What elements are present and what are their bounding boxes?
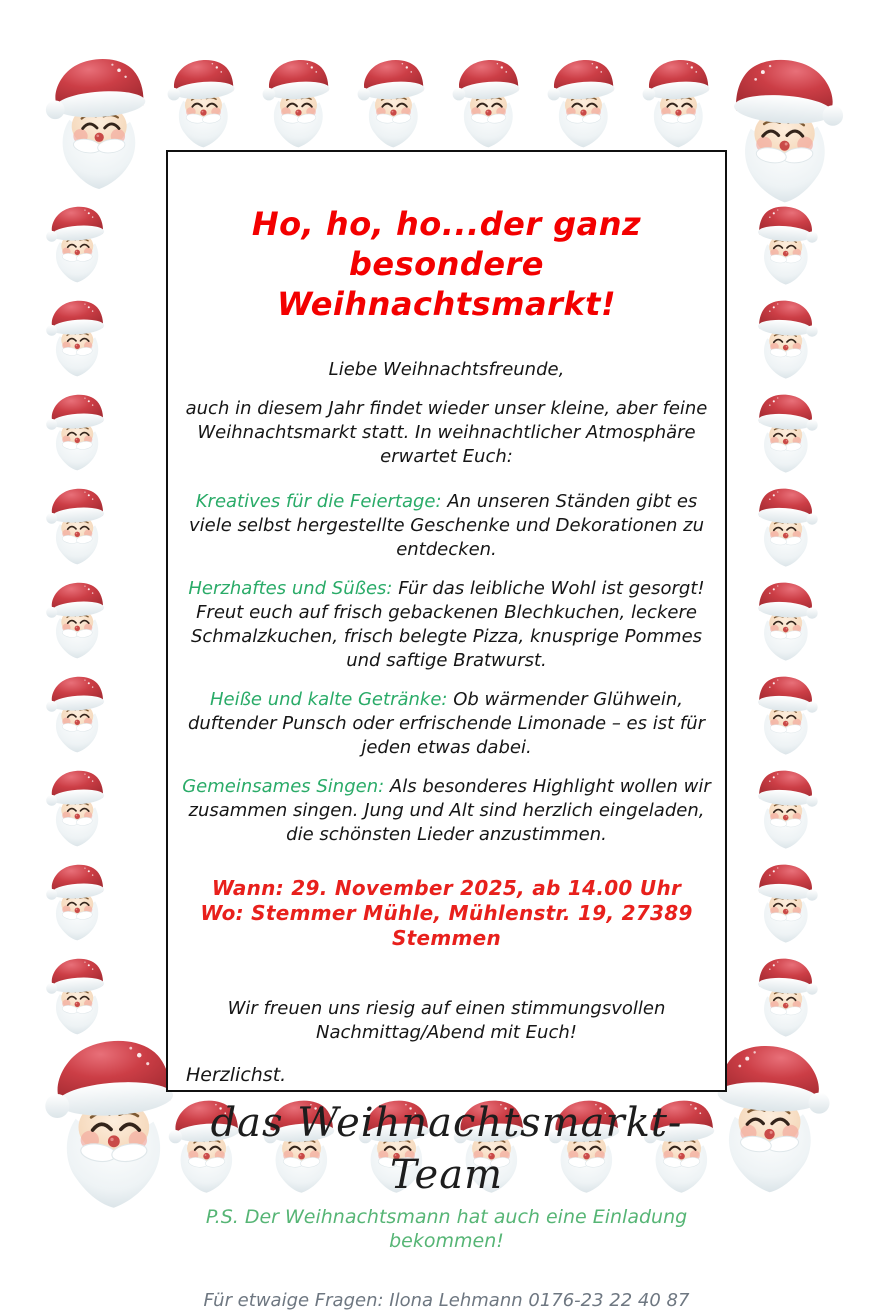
- section-singen-label: Gemeinsames Singen:: [182, 776, 385, 797]
- santa-face-icon: [42, 50, 152, 196]
- santa-face-icon: [754, 860, 820, 946]
- santa-face-icon: [754, 954, 820, 1040]
- santa-face-icon: [44, 390, 108, 474]
- section-singen: [182, 775, 711, 847]
- santa-face-icon: [44, 484, 108, 568]
- santa-face-icon: [44, 954, 108, 1038]
- section-singen-text: Als besonderes Highlight wollen wir zusammen singen. Jung und Alt sind herzlich eingeladen, die schönsten Lieder anzustimmen.: [188, 776, 711, 845]
- santa-face-icon: [754, 578, 820, 664]
- section-herzhaftes-label: Herzhaftes und Süßes:: [188, 578, 393, 599]
- postscript-text: P.S. Der Weihnachtsmann hat auch eine Einladung bekommen!: [205, 1206, 688, 1252]
- santa-face-icon: [44, 296, 108, 380]
- page-title-line1: Ho, ho, ho...der ganz besondere: [251, 205, 642, 283]
- santa-face-icon: [44, 860, 108, 944]
- invitation-letter: [166, 150, 727, 1311]
- intro-text: auch in diesem Jahr findet wieder unser kleine, aber feine Weihnachtsmarkt statt. In weihnachtlicher Atmosphäre erwartet Euch:: [185, 398, 708, 467]
- santa-face-icon: [754, 202, 820, 288]
- event-date: Wann: 29. November 2025, ab 14.00 Uhr: [211, 876, 682, 900]
- section-kreatives: [182, 490, 711, 562]
- section-getraenke-label: Heiße und kalte Getränke:: [209, 689, 448, 710]
- santa-face-icon: [44, 672, 108, 756]
- page-title-line2: Weihnachtsmarkt!: [276, 285, 617, 323]
- section-getraenke-text: Ob wärmender Glühwein, duftender Punsch oder erfrischende Limonade – es ist für jeden etwas dabei.: [187, 689, 706, 758]
- section-kreatives-label: Kreatives für die Feiertage:: [195, 491, 442, 512]
- section-getraenke: [182, 688, 711, 760]
- santa-face-icon: [754, 296, 820, 382]
- greeting-text: Liebe Weihnachtsfreunde,: [328, 359, 565, 380]
- santa-face-icon: [260, 56, 334, 150]
- santa-face-icon: [754, 766, 820, 852]
- santa-face-icon: [355, 56, 429, 150]
- section-kreatives-text: An unseren Ständen gibt es viele selbst hergestellte Geschenke und Dekorationen zu entdecken.: [188, 491, 705, 560]
- page-title: [182, 204, 711, 324]
- santa-face-icon: [165, 56, 239, 150]
- santa-face-icon: [640, 56, 714, 150]
- contact-info: Für etwaige Fragen: Ilona Lehmann 0176-23 22 40 87: [203, 1290, 690, 1311]
- santa-face-icon: [754, 390, 820, 476]
- santa-face-icon: [44, 578, 108, 662]
- santa-face-icon: [450, 56, 524, 150]
- santa-face-icon: [34, 1034, 188, 1212]
- santa-face-icon: [754, 672, 820, 758]
- section-herzhaftes-text: Für das leibliche Wohl ist gesorgt! Freut euch auf frisch gebackenen Blechkuchen, leckere Schmalzkuchen, frisch belegte Pizza, knusprige Pommes und saftige Bratwurst.: [190, 578, 705, 671]
- event-details: [182, 876, 711, 951]
- valediction-text: Herzlichst.: [186, 1064, 287, 1086]
- signature-text: das Weihnachtsmarkt-Team: [210, 1100, 683, 1198]
- closing-text: Wir freuen uns riesig auf einen stimmungsvollen Nachmittag/Abend mit Euch!: [227, 998, 666, 1043]
- santa-face-icon: [716, 54, 858, 206]
- santa-face-icon: [545, 56, 619, 150]
- santa-face-icon: [44, 202, 108, 286]
- santa-face-icon: [754, 484, 820, 570]
- event-location: Wo: Stemmer Mühle, Mühlenstr. 19, 27389 Stemmen: [200, 901, 693, 950]
- section-herzhaftes: [182, 577, 711, 673]
- santa-face-icon: [44, 766, 108, 850]
